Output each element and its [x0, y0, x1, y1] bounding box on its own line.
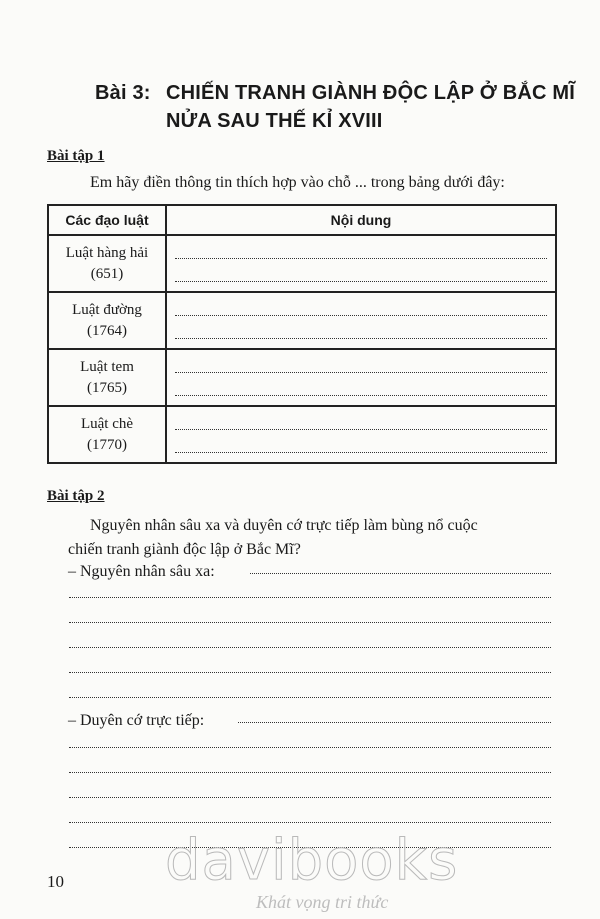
exercise2-question-line1: Nguyên nhân sâu xa và duyên cớ trực tiếp làm bùng nổ cuộc [90, 517, 478, 534]
prompt-direct-trigger: – Duyên cớ trực tiếp: [68, 712, 205, 729]
table-row [48, 235, 556, 292]
content-answer-cell[interactable] [166, 292, 556, 349]
exercise1-instruction: Em hãy điền thông tin thích hợp vào chỗ ... trong bảng dưới đây: [90, 174, 505, 191]
law-year: (1764) [87, 322, 127, 339]
law-cell [48, 406, 166, 463]
answer-dotted-line[interactable] [238, 722, 551, 723]
answer-dotted-line[interactable] [250, 573, 551, 574]
laws-table [47, 204, 557, 464]
exercise1-title: Bài tập 1 [47, 148, 105, 164]
answer-dotted-line [175, 407, 547, 430]
answer-dotted-line[interactable] [69, 622, 551, 623]
answer-dotted-line [175, 259, 547, 282]
exercise2-title: Bài tập 2 [47, 488, 105, 504]
law-name: Luật hàng hải [65, 244, 149, 261]
answer-dotted-line[interactable] [69, 672, 551, 673]
answer-dotted-line [175, 236, 547, 259]
law-cell [48, 349, 166, 406]
table-row [48, 292, 556, 349]
column-header-laws: Các đạo luật [48, 205, 166, 235]
answer-dotted-line [175, 293, 547, 316]
exercise2-question-line2: chiến tranh giành độc lập ở Bắc Mĩ? [68, 541, 301, 558]
lesson-label: Bài 3: [95, 82, 151, 104]
answer-dotted-line [175, 430, 547, 453]
answer-dotted-line [175, 373, 547, 396]
page-number: 10 [47, 872, 64, 891]
answer-dotted-line[interactable] [69, 822, 551, 823]
answer-dotted-line[interactable] [69, 697, 551, 698]
content-answer-cell[interactable] [166, 235, 556, 292]
answer-dotted-line[interactable] [69, 747, 551, 748]
watermark-tagline: Khát vọng tri thức [256, 892, 389, 912]
prompt-root-cause: – Nguyên nhân sâu xa: [68, 563, 215, 580]
answer-dotted-line[interactable] [69, 647, 551, 648]
law-year: (1770) [87, 436, 127, 453]
law-cell [48, 235, 166, 292]
lesson-title-line1: CHIẾN TRANH GIÀNH ĐỘC LẬP Ở BẮC MĨ [166, 82, 576, 104]
law-name: Luật tem [80, 358, 134, 375]
answer-dotted-line[interactable] [69, 597, 551, 598]
law-year: (651) [90, 265, 124, 282]
answer-dotted-line[interactable] [69, 772, 551, 773]
answer-dotted-line[interactable] [69, 797, 551, 798]
content-answer-cell[interactable] [166, 349, 556, 406]
law-cell [48, 292, 166, 349]
law-year: (1765) [87, 379, 127, 396]
table-row [48, 349, 556, 406]
table-row [48, 406, 556, 463]
column-header-content: Nội dung [166, 205, 556, 235]
table-header-row [48, 205, 556, 235]
answer-dotted-line [175, 316, 547, 339]
answer-dotted-line [175, 350, 547, 373]
content-answer-cell[interactable] [166, 406, 556, 463]
law-name: Luật chè [80, 415, 134, 432]
law-name: Luật đường [72, 301, 142, 318]
watermark-brand: davibooks [165, 828, 459, 893]
lesson-title-line2: NỬA SAU THẾ KỈ XVIII [166, 110, 383, 132]
